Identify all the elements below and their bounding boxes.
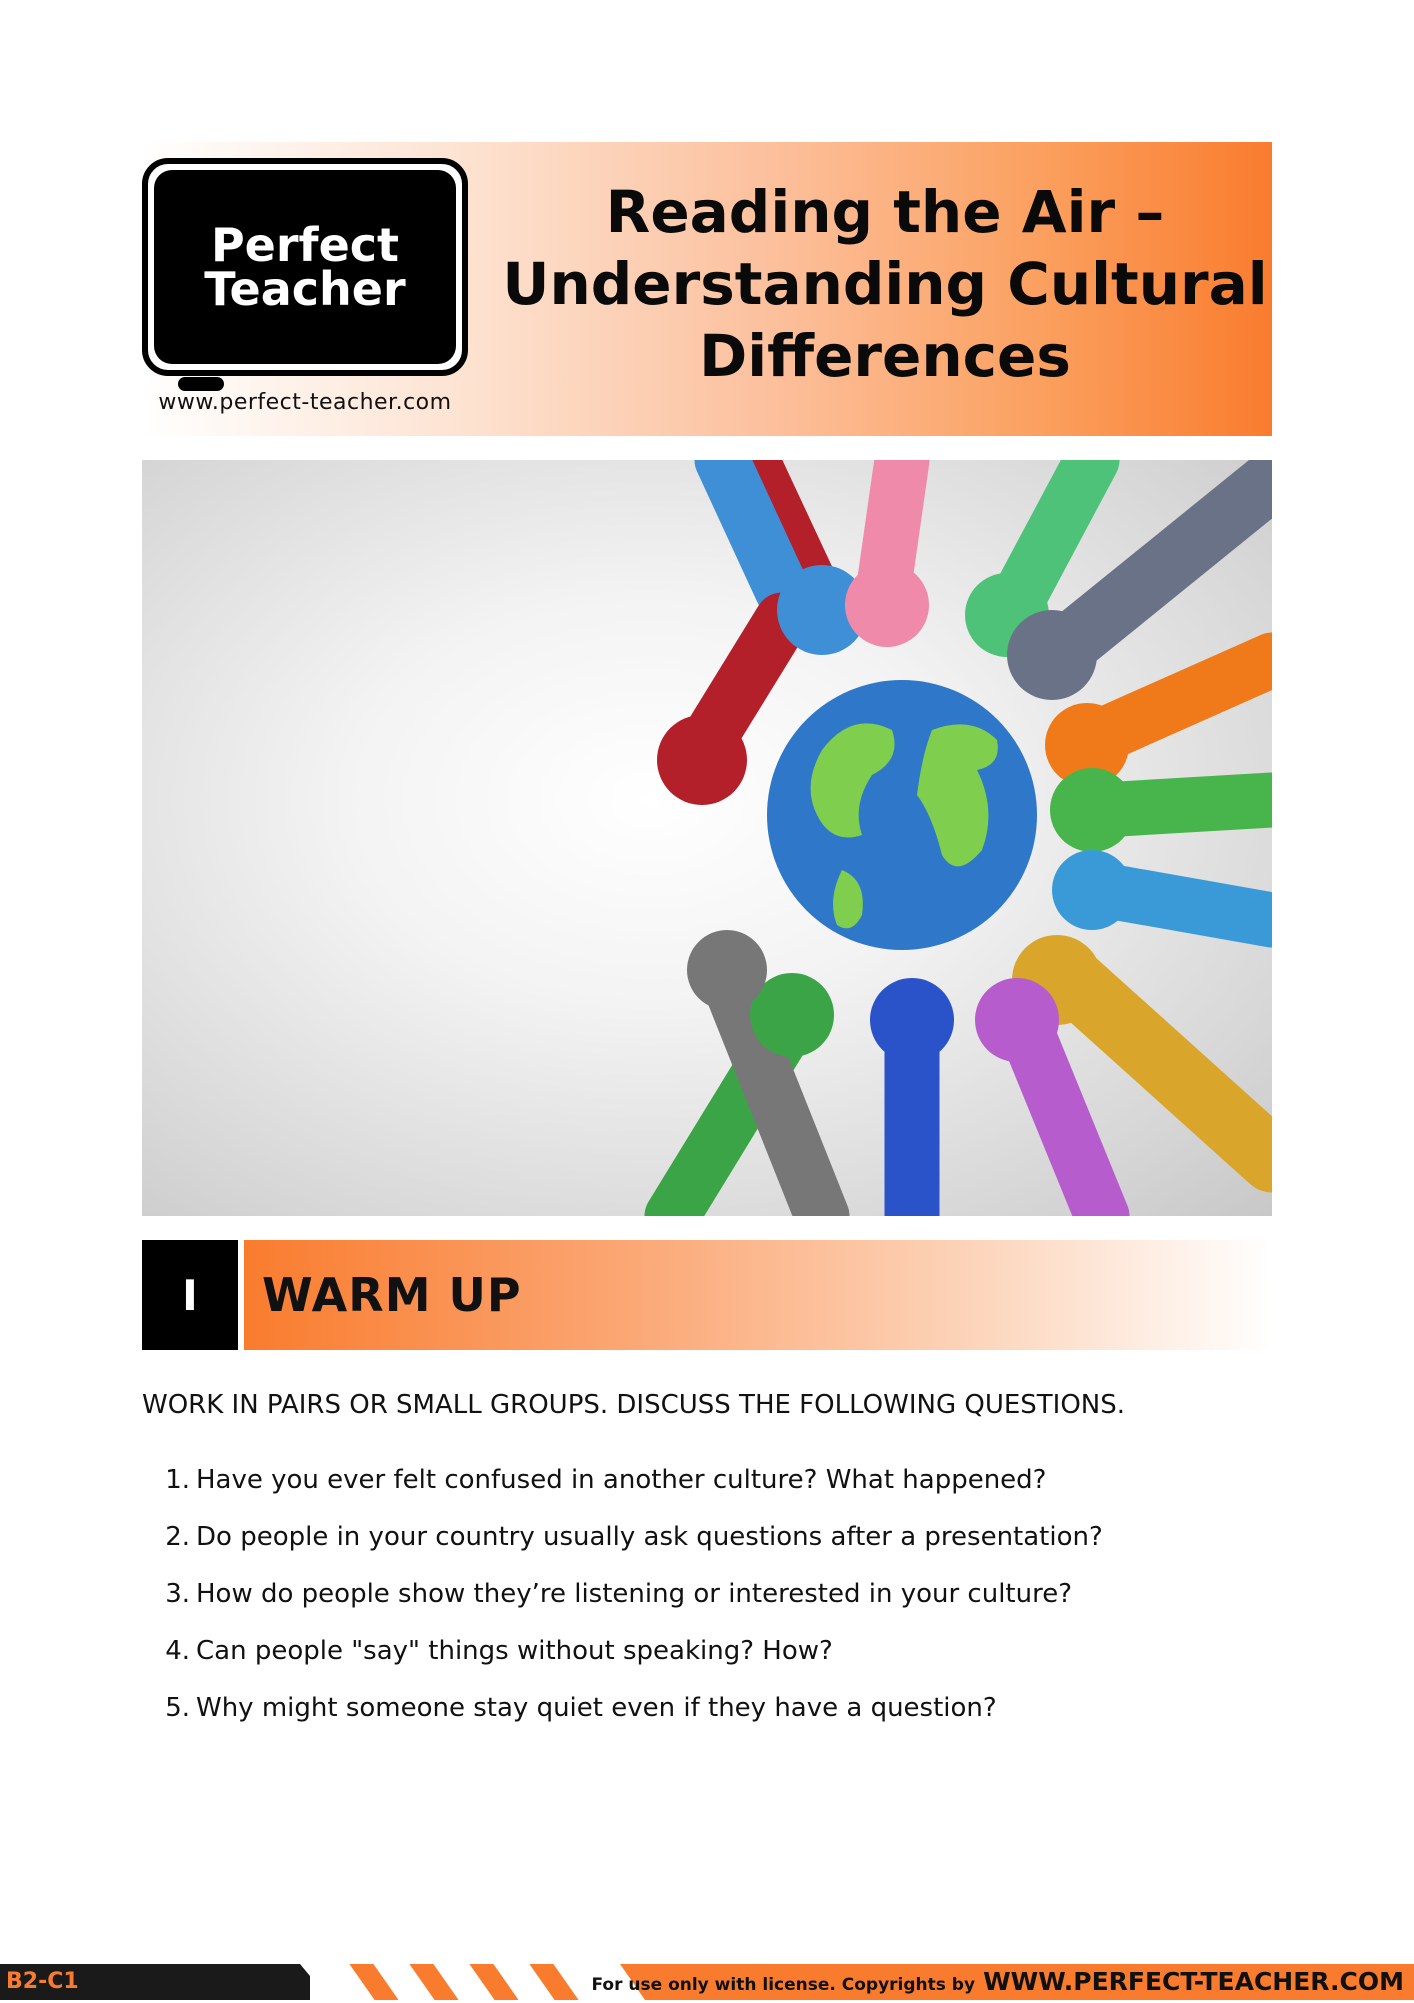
list-item: 3. How do people show they’re listening or interested in your culture? <box>165 1579 1073 1609</box>
logo-line-1: Perfect <box>210 218 400 272</box>
instructions: WORK IN PAIRS OR SMALL GROUPS. DISCUSS THE FOLLOWING QUESTIONS. <box>142 1390 1126 1420</box>
list-item: 5. Why might someone stay quiet even if they have a question? <box>165 1693 997 1723</box>
license-text: For use only with license. Copyrights by <box>591 1975 976 1995</box>
perfect-teacher-logo <box>142 158 468 376</box>
level-badge: B2-C1 <box>6 1969 79 1994</box>
title-line-3: Differences <box>699 322 1071 390</box>
footer-stripe <box>349 1964 398 2000</box>
hands-illustration <box>142 460 1272 1216</box>
title-line-1: Reading the Air – <box>605 178 1165 246</box>
footer-site-link[interactable]: WWW.PERFECT-TEACHER.COM <box>983 1967 1404 1996</box>
footer <box>0 1964 1414 2000</box>
list-item: 2. Do people in your country usually ask questions after a presentation? <box>165 1522 1103 1552</box>
title-line-2: Understanding Cultural <box>502 250 1268 318</box>
globe-with-hands-image <box>142 460 1272 1216</box>
section-title: WARM UP <box>262 1268 522 1322</box>
footer-license <box>592 1964 1405 2000</box>
question-list <box>142 1460 1272 1745</box>
logo-line-2: Teacher <box>204 262 406 316</box>
page-title <box>498 176 1272 392</box>
footer-stripe <box>409 1964 458 2000</box>
footer-stripe <box>469 1964 518 2000</box>
logo-url: www.perfect-teacher.com <box>158 390 452 415</box>
logo-screen <box>154 170 456 364</box>
logo-stand <box>178 377 224 391</box>
section-number: I <box>142 1240 238 1350</box>
footer-stripe <box>529 1964 578 2000</box>
list-item: 4. Can people "say" things without speaking? How? <box>165 1636 833 1666</box>
list-item: 1. Have you ever felt confused in another culture? What happened? <box>165 1465 1047 1495</box>
